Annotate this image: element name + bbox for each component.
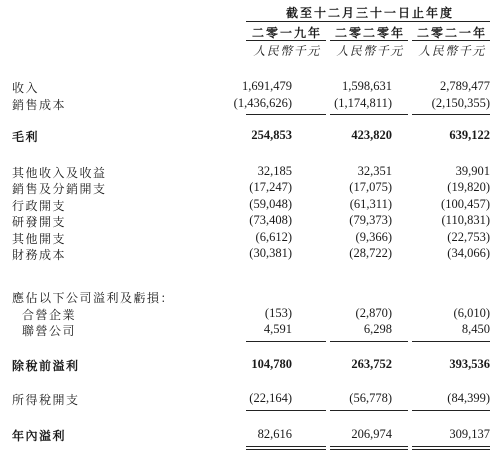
cell-associates-2019: 4,591 bbox=[263, 322, 292, 336]
cell-selling-expenses-2019: (17,247) bbox=[249, 180, 292, 194]
cell-gross-profit-2019: 254,853 bbox=[251, 128, 292, 142]
cell-gross-profit-2020: 423,820 bbox=[351, 128, 392, 142]
cell-cost-of-sales-2021: (2,150,355) bbox=[431, 96, 490, 110]
total-rule-2019 bbox=[246, 410, 326, 411]
cell-joint-ventures-2019: (153) bbox=[264, 306, 292, 320]
unit-header-2019: 人民幣千元 bbox=[253, 44, 321, 58]
row-label-revenue: 收入 bbox=[12, 81, 40, 95]
total-rule-2020 bbox=[330, 410, 408, 411]
year-rule-2020 bbox=[330, 40, 408, 41]
cell-admin-expenses-2020: (61,311) bbox=[349, 197, 392, 211]
double-rule-2021 bbox=[412, 446, 490, 450]
cell-income-tax-2019: (22,164) bbox=[249, 391, 292, 405]
row-label-profit-for-year: 年內溢利 bbox=[12, 429, 67, 443]
cell-other-expenses-2020: (9,366) bbox=[355, 230, 392, 244]
cell-selling-expenses-2021: (19,820) bbox=[447, 180, 490, 194]
cell-rnd-expenses-2020: (79,373) bbox=[349, 213, 392, 227]
cell-income-tax-2021: (84,399) bbox=[447, 391, 490, 405]
subtotal-rule-2021 bbox=[412, 341, 490, 342]
subtotal-rule-2019 bbox=[246, 341, 326, 342]
cell-finance-costs-2020: (28,722) bbox=[349, 246, 392, 260]
row-label-associates: 聯營公司 bbox=[22, 324, 77, 338]
row-label-income-tax: 所得稅開支 bbox=[12, 393, 80, 407]
unit-header-2021: 人民幣千元 bbox=[418, 44, 486, 58]
subtotal-rule-2021 bbox=[412, 114, 490, 115]
cell-revenue-2019: 1,691,479 bbox=[242, 79, 292, 93]
cell-profit-for-year-2020: 206,974 bbox=[351, 427, 392, 441]
double-rule-2020 bbox=[330, 446, 408, 450]
cell-profit-before-tax-2021: 393,536 bbox=[449, 357, 490, 371]
row-label-profit-before-tax: 除稅前溢利 bbox=[12, 359, 80, 373]
cell-other-expenses-2019: (6,612) bbox=[255, 230, 292, 244]
total-rule-2021 bbox=[412, 410, 490, 411]
unit-header-2020: 人民幣千元 bbox=[336, 44, 404, 58]
row-label-finance-costs: 財務成本 bbox=[12, 248, 67, 262]
cell-joint-ventures-2020: (2,870) bbox=[355, 306, 392, 320]
row-label-share-of-profits: 應佔以下公司溢利及虧損： bbox=[12, 291, 175, 305]
year-rule-2019 bbox=[246, 40, 326, 41]
year-header-2021: 二零二一年 bbox=[416, 26, 487, 40]
year-rule-2021 bbox=[412, 40, 490, 41]
year-header-2020: 二零二零年 bbox=[334, 26, 405, 40]
subtotal-rule-2019 bbox=[246, 114, 326, 115]
cell-rnd-expenses-2019: (73,408) bbox=[249, 213, 292, 227]
row-label-other-income: 其他收入及收益 bbox=[12, 166, 107, 180]
period-header: 截至十二月三十一日止年度 bbox=[285, 6, 454, 20]
row-label-gross-profit: 毛利 bbox=[12, 130, 40, 144]
subtotal-rule-2020 bbox=[330, 114, 408, 115]
cell-cost-of-sales-2019: (1,436,626) bbox=[233, 96, 292, 110]
cell-other-income-2020: 32,351 bbox=[357, 164, 392, 178]
subtotal-rule-2020 bbox=[330, 341, 408, 342]
cell-other-income-2019: 32,185 bbox=[257, 164, 292, 178]
cell-other-income-2021: 39,901 bbox=[455, 164, 490, 178]
cell-revenue-2021: 2,789,477 bbox=[440, 79, 490, 93]
cell-joint-ventures-2021: (6,010) bbox=[453, 306, 490, 320]
row-label-selling-expenses: 銷售及分銷開支 bbox=[12, 182, 107, 196]
cell-profit-before-tax-2019: 104,780 bbox=[251, 357, 292, 371]
cell-finance-costs-2019: (30,381) bbox=[249, 246, 292, 260]
cell-income-tax-2020: (56,778) bbox=[349, 391, 392, 405]
double-rule-2019 bbox=[246, 446, 326, 450]
row-label-cost-of-sales: 銷售成本 bbox=[12, 98, 67, 112]
cell-finance-costs-2021: (34,066) bbox=[447, 246, 490, 260]
row-label-other-expenses: 其他開支 bbox=[12, 232, 67, 246]
cell-gross-profit-2021: 639,122 bbox=[449, 128, 490, 142]
period-header-rule bbox=[246, 21, 490, 22]
cell-profit-before-tax-2020: 263,752 bbox=[351, 357, 392, 371]
year-header-2019: 二零一九年 bbox=[251, 26, 322, 40]
cell-associates-2021: 8,450 bbox=[461, 322, 490, 336]
cell-revenue-2020: 1,598,631 bbox=[342, 79, 392, 93]
row-label-rnd-expenses: 研發開支 bbox=[12, 215, 67, 229]
cell-selling-expenses-2020: (17,075) bbox=[349, 180, 392, 194]
cell-rnd-expenses-2021: (110,831) bbox=[441, 213, 490, 227]
cell-cost-of-sales-2020: (1,174,811) bbox=[334, 96, 392, 110]
cell-admin-expenses-2021: (100,457) bbox=[441, 197, 490, 211]
cell-profit-for-year-2019: 82,616 bbox=[257, 427, 292, 441]
row-label-joint-ventures: 合營企業 bbox=[22, 308, 77, 322]
cell-profit-for-year-2021: 309,137 bbox=[449, 427, 490, 441]
cell-associates-2020: 6,298 bbox=[363, 322, 392, 336]
cell-other-expenses-2021: (22,753) bbox=[447, 230, 490, 244]
cell-admin-expenses-2019: (59,048) bbox=[249, 197, 292, 211]
row-label-admin-expenses: 行政開支 bbox=[12, 199, 67, 213]
